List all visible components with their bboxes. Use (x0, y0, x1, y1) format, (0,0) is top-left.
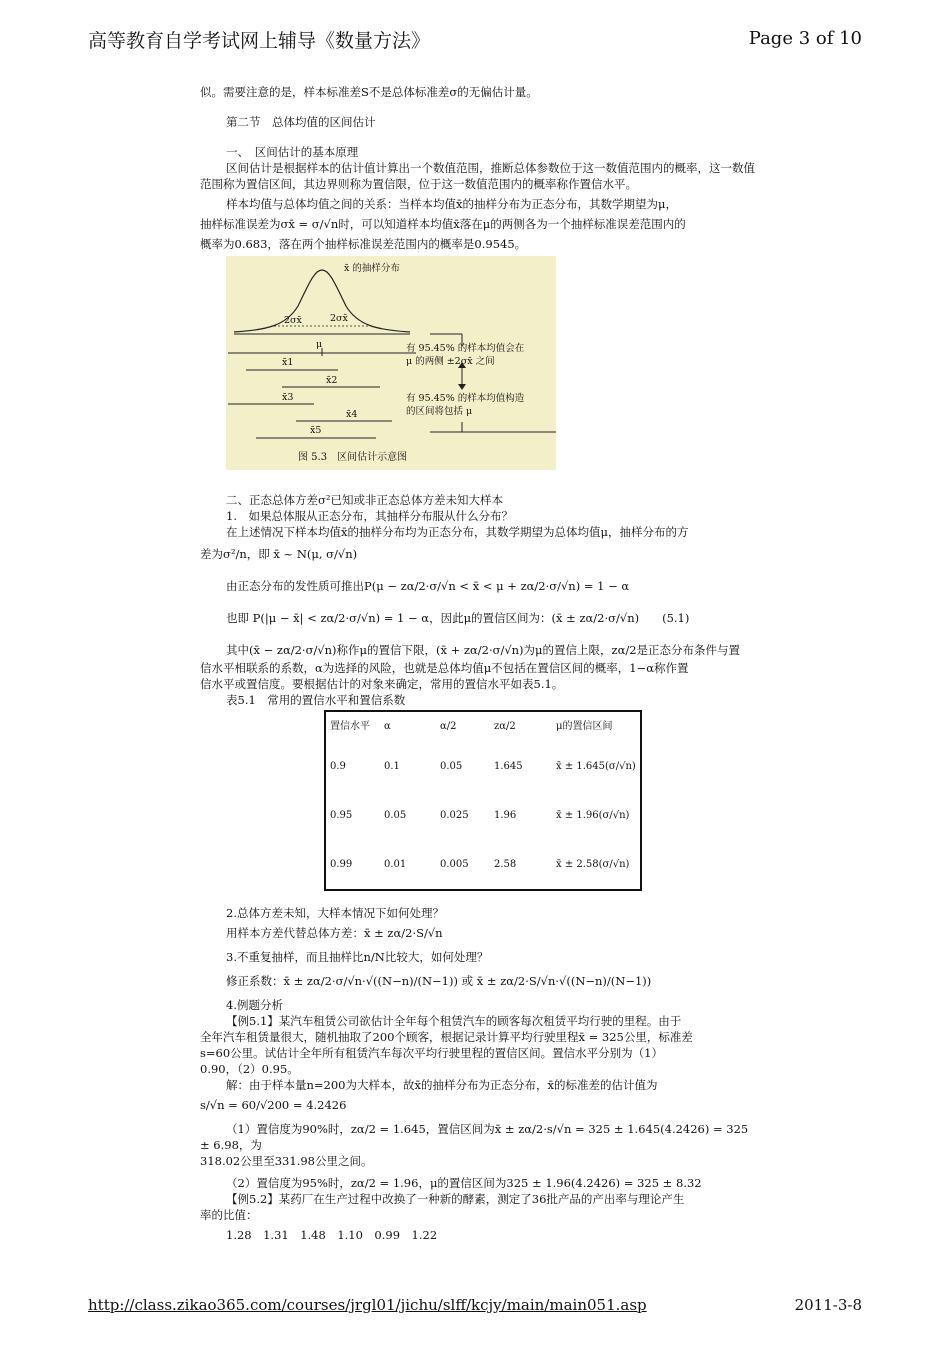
table-cell: x̄ ± 1.645(σ/√n) (556, 760, 636, 772)
paragraph: 信水平相联系的系数，α为选择的风险，也就是总体均值μ不包括在置信区间的概率，1−α称作置 (200, 661, 689, 675)
example-text: 【例5.1】某汽车租赁公司欲估计全年每个租赁汽车的顾客每次租赁平均行驶的里程。由于 (226, 1014, 682, 1028)
footer-url-link[interactable]: http://class.zikao365.com/courses/jrgl01/jichu/slff/kcjy/main/main051.asp (88, 1296, 647, 1314)
subsection-heading: 一、 区间估计的基本原理 (226, 145, 359, 159)
example-text: 率的比值： (200, 1208, 258, 1222)
question: 4.例题分析 (226, 998, 283, 1012)
table-header-cell: μ的置信区间 (556, 721, 613, 732)
question: 3.不重复抽样，而且抽样比n/N比较大，如何处理？ (226, 950, 489, 964)
paragraph: 似。需要注意的是，样本标准差S不是总体标准差σ的无偏估计量。 (200, 85, 538, 99)
table-cell: 2.58 (494, 858, 517, 870)
solution-text: 解：由于样本量n=200为大样本，故x̄的抽样分布为正态分布，x̄的标准差的估计值为 (226, 1078, 658, 1092)
table-cell: 0.99 (330, 858, 353, 870)
footer-date: 2011-3-8 (794, 1296, 862, 1314)
table-cell: 0.05 (440, 760, 463, 772)
table-header-cell: α/2 (440, 721, 457, 732)
table-cell: x̄ ± 2.58(σ/√n) (556, 858, 630, 870)
paragraph: 样本均值与总体均值之间的关系：当样本均值x̄的抽样分布为正态分布，其数学期望为μ， (226, 197, 677, 211)
confidence-level-table (324, 710, 642, 891)
figure-note: 有 95.45% 的样本均值会在 (406, 343, 525, 354)
table-cell: 1.96 (494, 809, 517, 821)
table-cell: 0.05 (384, 809, 407, 821)
question: 1. 如果总体服从正态分布，其抽样分布服从什么分布？ (226, 509, 513, 523)
equation: 由正态分布的发性质可推出P(μ − zα/2·σ/√n < x̄ < μ + zα/2·σ/√n) = 1 − α (226, 579, 630, 593)
section-heading: 第二节 总体均值的区间估计 (226, 115, 376, 129)
figure-note: 的区间将包括 μ (406, 406, 473, 417)
x-bar-label: x̄5 (310, 425, 322, 436)
table-cell: 0.025 (440, 809, 469, 821)
page-number: Page 3 of 10 (748, 28, 862, 49)
x-bar-label: x̄3 (282, 392, 294, 403)
document-body (200, 84, 760, 1243)
example-text: 全年汽车租赁量很大，随机抽取了200个顾客，根据记录计算平均行驶里程x̄ = 325公里，标准差 (200, 1030, 693, 1044)
table-cell: x̄ ± 1.96(σ/√n) (556, 809, 630, 821)
figure-note: μ 的两侧 ±2σx̄ 之间 (406, 356, 495, 367)
example-text: 0.90，（2）0.95。 (200, 1062, 299, 1076)
x-bar-label: x̄4 (346, 409, 358, 420)
table-row (325, 791, 641, 840)
figure-caption: 图 5.3 区间估计示意图 (298, 452, 408, 463)
example-text: s=60公里。试估计全年所有租赁汽车每次平均行驶里程的置信区间。置信水平分别为（1） (200, 1046, 663, 1060)
subsection-heading: 二、正态总体方差σ²已知或非正态总体方差未知大样本 (226, 493, 503, 507)
table-caption: 表5.1 常用的置信水平和置信系数 (226, 693, 406, 707)
paragraph: 在上述情况下样本均值x̄的抽样分布均为正态分布，其数学期望为总体均值μ，抽样分布的方 (226, 525, 689, 539)
table-header-cell: 置信水平 (330, 721, 370, 732)
example-text: 【例5.2】某药厂在生产过程中改换了一种新的酵素，测定了36批产品的产出率与理论产生 (226, 1192, 685, 1206)
table-cell: 0.1 (384, 760, 400, 772)
equation: 修正系数：x̄ ± zα/2·σ/√n·√((N−n)/(N−1)) 或 x̄ ± zα/2·S/√n·√((N−n)/(N−1)) (226, 974, 652, 988)
figure-drawing (226, 256, 556, 470)
paragraph: 其中(x̄ − zα/2·σ/√n)称作μ的置信下限，(x̄ + zα/2·σ/√n)为μ的置信上限，zα/2是正态分布条件与置 (226, 643, 741, 657)
table-cell: 1.645 (494, 760, 523, 772)
table-row (325, 742, 641, 791)
paragraph: 抽样标准误差为σx̄ = σ/√n时，可以知道样本均值x̄落在μ的两侧各为一个抽样标准误差范围内的 (200, 217, 686, 231)
mu-label: μ (316, 339, 323, 350)
figure-note: 有 95.45% 的样本均值构造 (406, 393, 525, 404)
x-bar-label: x̄1 (282, 357, 294, 368)
equation: 也即 P(|μ − x̄| < zα/2·σ/√n) = 1 − α，因此μ的置信区间为：(x̄ ± zα/2·σ/√n) (5.1) (226, 611, 690, 625)
data-values: 1.28 1.31 1.48 1.10 0.99 1.22 (226, 1228, 438, 1242)
distribution-label: x̄ 的抽样分布 (344, 263, 400, 274)
two-sigma-label: 2σx̄ (284, 315, 302, 326)
solution-text: （1）置信度为90%时，zα/2 = 1.645，置信区间为x̄ ± zα/2·s/√n = 325 ± 1.645(4.2426) = 325 ± 6.98，为 (200, 1122, 749, 1152)
interval-estimation-figure (226, 256, 556, 470)
solution-text: 318.02公里至331.98公里之间。 (200, 1154, 373, 1168)
question: 2.总体方差未知，大样本情况下如何处理？ (226, 906, 444, 920)
x-bar-label: x̄2 (326, 375, 338, 386)
two-sigma-label: 2σx̄ (330, 313, 348, 324)
table-header-cell: α (384, 721, 391, 732)
table-header-row (325, 711, 641, 742)
paragraph: 差为σ²/n，即 x̄ ~ N(μ, σ/√n) (200, 547, 358, 561)
page-header-title: 高等教育自学考试网上辅导《数量方法》 (88, 30, 431, 52)
table-header-cell: zα/2 (494, 721, 516, 732)
solution-text: （2）置信度为95%时，zα/2 = 1.96，μ的置信区间为325 ± 1.96(4.2426) = 325 ± 8.32 (226, 1176, 702, 1190)
table-cell: 0.95 (330, 809, 353, 821)
paragraph: 信水平或置信度。要根据估计的对象来确定，常用的置信水平如表5.1。 (200, 677, 564, 691)
table-cell: 0.005 (440, 858, 469, 870)
equation: s/√n = 60/√200 = 4.2426 (200, 1098, 347, 1112)
table-row (325, 840, 641, 890)
equation: 用样本方差代替总体方差：x̄ ± zα/2·S/√n (226, 926, 443, 940)
table-cell: 0.01 (384, 858, 407, 870)
paragraph: 概率为0.683，落在两个抽样标准误差范围内的概率是0.9545。 (200, 237, 527, 251)
table-cell: 0.9 (330, 760, 346, 772)
paragraph: 区间估计是根据样本的估计值计算出一个数值范围，推断总体参数位于这一数值范围内的概率，这一数值范围称为置信区间，其边界则称为置信限，位于这一数值范围内的概率称作置信水平。 (200, 161, 755, 191)
